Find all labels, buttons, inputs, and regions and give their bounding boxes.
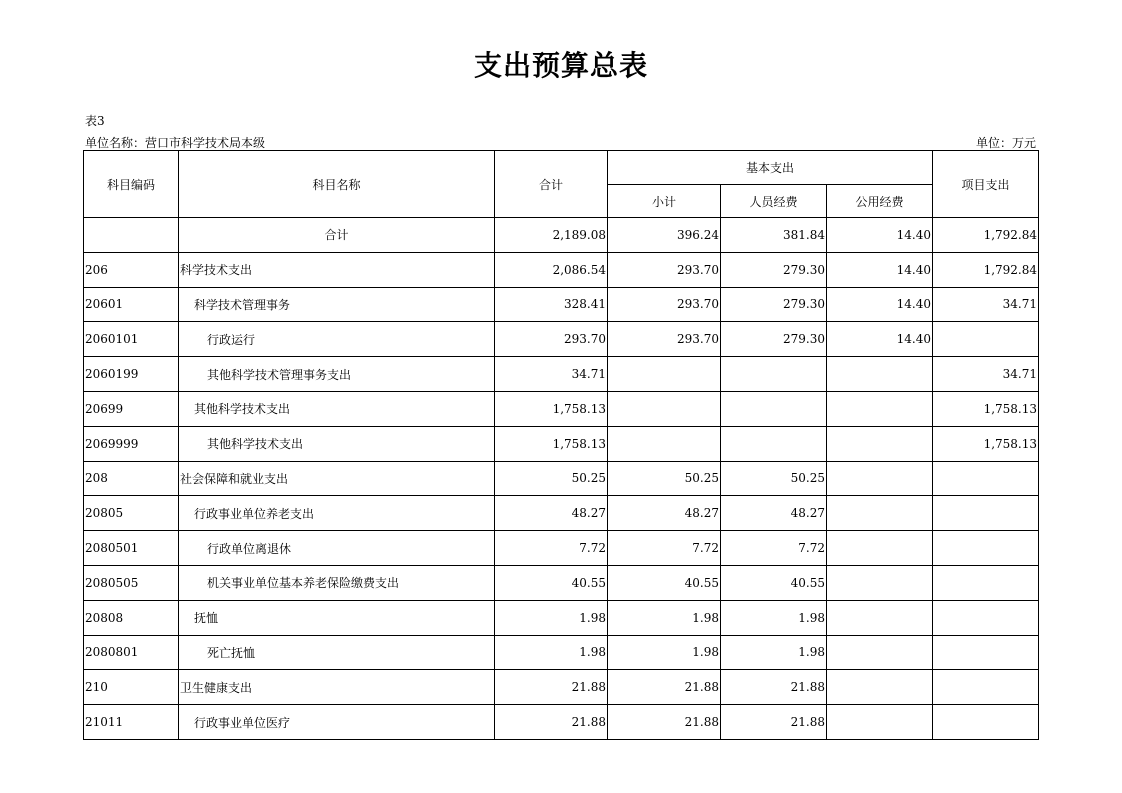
cell-total: 1,758.13	[495, 391, 608, 426]
cell-name: 合计	[179, 218, 495, 253]
cell-total: 48.27	[495, 496, 608, 531]
cell-personnel: 21.88	[721, 705, 827, 740]
cell-code	[84, 218, 179, 253]
cell-personnel: 381.84	[721, 218, 827, 253]
cell-subtotal: 1.98	[608, 635, 721, 670]
table-row	[84, 531, 1039, 566]
cell-code: 206	[84, 252, 179, 287]
cell-total: 40.55	[495, 565, 608, 600]
table-row	[84, 670, 1039, 705]
table-row	[84, 252, 1039, 287]
cell-project	[933, 496, 1039, 531]
table-row	[84, 705, 1039, 740]
cell-personnel: 50.25	[721, 461, 827, 496]
cell-project	[933, 635, 1039, 670]
cell-project	[933, 705, 1039, 740]
cell-name: 抚恤	[179, 600, 495, 635]
cell-total: 293.70	[495, 322, 608, 357]
cell-name: 行政事业单位养老支出	[179, 496, 495, 531]
cell-code: 2080505	[84, 565, 179, 600]
cell-name: 行政运行	[179, 322, 495, 357]
cell-project: 1,758.13	[933, 426, 1039, 461]
cell-public: 14.40	[827, 322, 933, 357]
cell-code: 2060199	[84, 357, 179, 392]
cell-public	[827, 670, 933, 705]
cell-subtotal	[608, 357, 721, 392]
cell-total: 50.25	[495, 461, 608, 496]
cell-total: 1.98	[495, 635, 608, 670]
cell-personnel: 40.55	[721, 565, 827, 600]
cell-project: 34.71	[933, 357, 1039, 392]
cell-name: 其他科学技术管理事务支出	[179, 357, 495, 392]
cell-name: 科学技术管理事务	[179, 287, 495, 322]
table-row	[84, 496, 1039, 531]
cell-project: 1,758.13	[933, 391, 1039, 426]
cell-project	[933, 531, 1039, 566]
cell-personnel: 48.27	[721, 496, 827, 531]
cell-name: 社会保障和就业支出	[179, 461, 495, 496]
header-subtotal: 小计	[608, 185, 721, 218]
cell-personnel	[721, 426, 827, 461]
cell-subtotal: 48.27	[608, 496, 721, 531]
cell-public	[827, 531, 933, 566]
cell-public: 14.40	[827, 287, 933, 322]
cell-project	[933, 600, 1039, 635]
cell-personnel: 7.72	[721, 531, 827, 566]
cell-subtotal: 293.70	[608, 287, 721, 322]
cell-code: 2080501	[84, 531, 179, 566]
cell-public	[827, 426, 933, 461]
header-basic: 基本支出	[608, 151, 933, 185]
cell-subtotal: 40.55	[608, 565, 721, 600]
cell-code: 20808	[84, 600, 179, 635]
cell-public	[827, 600, 933, 635]
cell-personnel: 279.30	[721, 322, 827, 357]
cell-code: 2069999	[84, 426, 179, 461]
table-row	[84, 600, 1039, 635]
cell-name: 其他科学技术支出	[179, 426, 495, 461]
cell-total: 2,086.54	[495, 252, 608, 287]
cell-subtotal: 1.98	[608, 600, 721, 635]
cell-public	[827, 635, 933, 670]
cell-subtotal: 7.72	[608, 531, 721, 566]
table-row	[84, 218, 1039, 253]
header-public: 公用经费	[827, 185, 933, 218]
cell-project	[933, 461, 1039, 496]
budget-table	[83, 150, 1039, 740]
cell-code: 2080801	[84, 635, 179, 670]
table-number: 表3	[85, 114, 105, 128]
cell-total: 21.88	[495, 670, 608, 705]
cell-code: 208	[84, 461, 179, 496]
table-row	[84, 322, 1039, 357]
cell-public	[827, 357, 933, 392]
cell-total: 1,758.13	[495, 426, 608, 461]
cell-name: 其他科学技术支出	[179, 391, 495, 426]
cell-personnel: 279.30	[721, 252, 827, 287]
cell-personnel: 1.98	[721, 600, 827, 635]
cell-name: 行政事业单位医疗	[179, 705, 495, 740]
cell-personnel	[721, 357, 827, 392]
table-body	[84, 218, 1039, 740]
header-personnel: 人员经费	[721, 185, 827, 218]
cell-project	[933, 322, 1039, 357]
cell-subtotal: 21.88	[608, 705, 721, 740]
cell-code: 20699	[84, 391, 179, 426]
cell-public	[827, 496, 933, 531]
cell-code: 20601	[84, 287, 179, 322]
table-row	[84, 461, 1039, 496]
cell-total: 21.88	[495, 705, 608, 740]
cell-project: 1,792.84	[933, 218, 1039, 253]
cell-total: 34.71	[495, 357, 608, 392]
cell-public	[827, 391, 933, 426]
cell-project	[933, 670, 1039, 705]
table-row	[84, 391, 1039, 426]
cell-public	[827, 461, 933, 496]
cell-code: 210	[84, 670, 179, 705]
cell-total: 328.41	[495, 287, 608, 322]
cell-project: 1,792.84	[933, 252, 1039, 287]
cell-code: 2060101	[84, 322, 179, 357]
header-name: 科目名称	[179, 151, 495, 218]
cell-subtotal: 396.24	[608, 218, 721, 253]
cell-name: 机关事业单位基本养老保险缴费支出	[179, 565, 495, 600]
cell-subtotal: 293.70	[608, 322, 721, 357]
cell-code: 20805	[84, 496, 179, 531]
table-row	[84, 635, 1039, 670]
cell-public	[827, 565, 933, 600]
table-row	[84, 426, 1039, 461]
table-row	[84, 357, 1039, 392]
cell-subtotal	[608, 391, 721, 426]
cell-name: 死亡抚恤	[179, 635, 495, 670]
cell-project: 34.71	[933, 287, 1039, 322]
cell-personnel: 21.88	[721, 670, 827, 705]
cell-code: 21011	[84, 705, 179, 740]
header-total: 合计	[495, 151, 608, 218]
currency-unit-label: 单位：万元	[975, 136, 1036, 150]
header-code: 科目编码	[84, 151, 179, 218]
header-project: 项目支出	[933, 151, 1039, 218]
cell-subtotal	[608, 426, 721, 461]
cell-public: 14.40	[827, 252, 933, 287]
cell-name: 科学技术支出	[179, 252, 495, 287]
cell-subtotal: 293.70	[608, 252, 721, 287]
cell-personnel: 1.98	[721, 635, 827, 670]
cell-subtotal: 21.88	[608, 670, 721, 705]
cell-public	[827, 705, 933, 740]
cell-name: 行政单位离退休	[179, 531, 495, 566]
cell-project	[933, 565, 1039, 600]
cell-total: 2,189.08	[495, 218, 608, 253]
cell-personnel	[721, 391, 827, 426]
cell-personnel: 279.30	[721, 287, 827, 322]
page-title: 支出预算总表	[473, 49, 648, 82]
cell-total: 1.98	[495, 600, 608, 635]
table-row	[84, 287, 1039, 322]
unit-name-label: 单位名称：营口市科学技术局本级	[85, 136, 266, 150]
cell-name: 卫生健康支出	[179, 670, 495, 705]
table-row	[84, 565, 1039, 600]
cell-public: 14.40	[827, 218, 933, 253]
cell-total: 7.72	[495, 531, 608, 566]
cell-subtotal: 50.25	[608, 461, 721, 496]
